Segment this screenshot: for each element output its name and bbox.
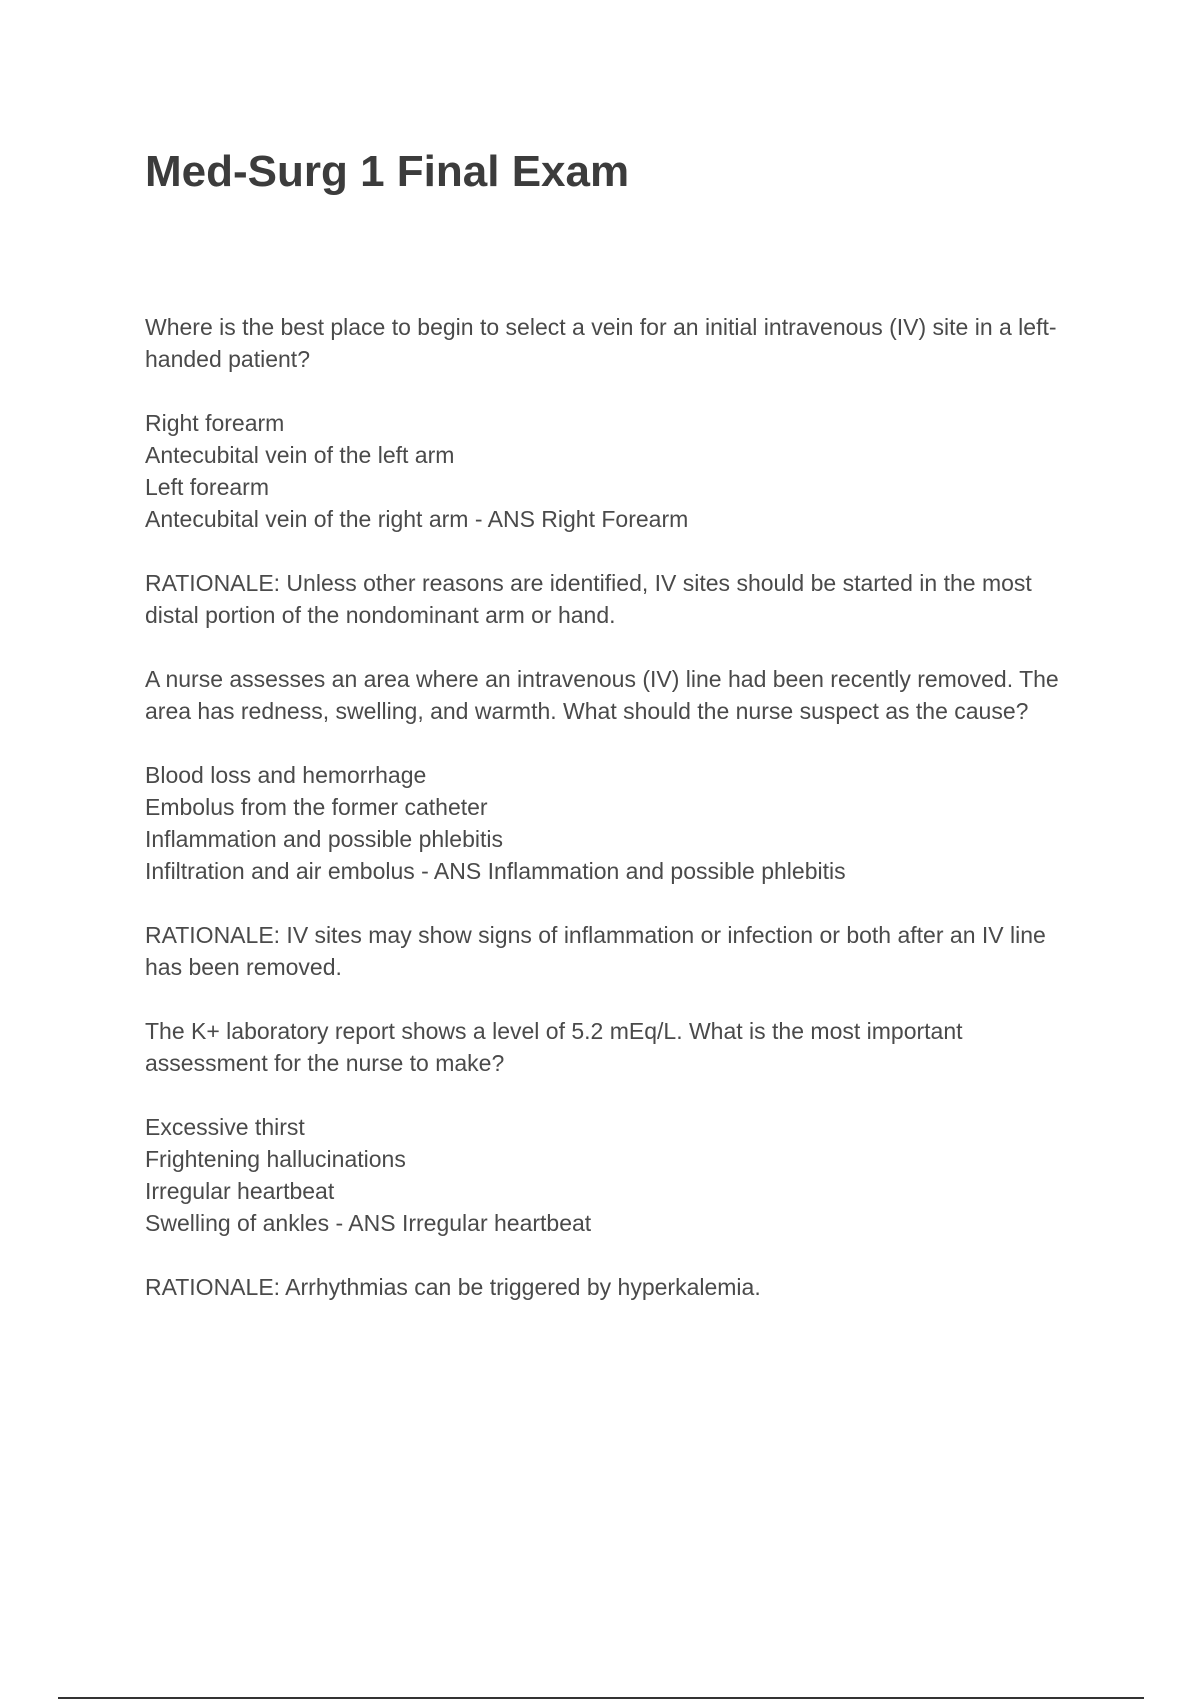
answer-option: Frightening hallucinations (145, 1146, 406, 1172)
question-text: The K+ laboratory report shows a level of 5.2 mEq/L. What is the most important assessment for the nurse to make? (145, 1018, 963, 1076)
question-block (145, 1015, 1085, 1303)
question-block (145, 311, 1085, 631)
question-block (145, 663, 1085, 983)
rationale-text: RATIONALE: Unless other reasons are identified, IV sites should be started in the most distal portion of the nondominant arm or hand. (145, 570, 1032, 628)
answer-option: Swelling of ankles - ANS Irregular heartbeat (145, 1210, 592, 1236)
answer-option: Antecubital vein of the left arm (145, 442, 455, 468)
footer-divider (58, 1697, 1144, 1699)
answer-options (145, 1111, 1085, 1239)
document-body (145, 311, 1085, 1303)
page-title: Med-Surg 1 Final Exam (145, 147, 630, 196)
answer-options (145, 759, 1085, 887)
question-text: Where is the best place to begin to select a vein for an initial intravenous (IV) site in a left-handed patient? (145, 314, 1057, 372)
answer-option: Antecubital vein of the right arm - ANS Right Forearm (145, 506, 689, 532)
rationale-text: RATIONALE: IV sites may show signs of inflammation or infection or both after an IV line has been removed. (145, 922, 1046, 980)
answer-options (145, 407, 1085, 535)
answer-option: Embolus from the former catheter (145, 794, 488, 820)
answer-option: Excessive thirst (145, 1114, 305, 1140)
answer-option: Right forearm (145, 410, 285, 436)
answer-option: Inflammation and possible phlebitis (145, 826, 503, 852)
answer-option: Irregular heartbeat (145, 1178, 335, 1204)
rationale-text: RATIONALE: Arrhythmias can be triggered by hyperkalemia. (145, 1274, 761, 1300)
answer-option: Left forearm (145, 474, 269, 500)
answer-option: Infiltration and air embolus - ANS Inflammation and possible phlebitis (145, 858, 846, 884)
question-text: A nurse assesses an area where an intravenous (IV) line had been recently removed. The area has redness, swelling, and warmth. What should the nurse suspect as the cause? (145, 666, 1059, 724)
answer-option: Blood loss and hemorrhage (145, 762, 427, 788)
